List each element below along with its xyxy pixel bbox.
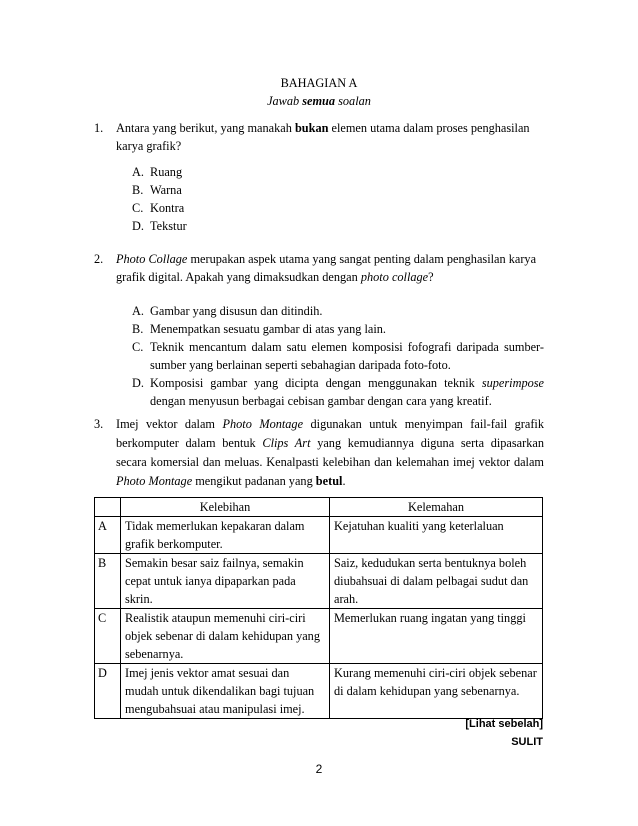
option-d[interactable]: D. Komposisi gambar yang dicipta dengan menggunakan teknik superimpose dengan menyusun berbagai cebisan gambar dengan cara yang kreatif. [132,376,544,408]
classification-label: SULIT [511,736,543,748]
question-text: Photo Collage merupakan aspek utama yang sangat penting dalam penghasilan karya grafik digital. Apakah yang dimaksudkan dengan photo collage? [116,252,537,284]
question-1 [94,119,544,235]
table-row[interactable] [95,517,543,554]
kelebihan-cell: Imej jenis vektor amat sesuai dan mudah untuk dikendalikan bagi tujuan mengubahsuai atau manipulasi imej. [121,664,330,719]
row-label: D [95,664,121,719]
option-a[interactable]: A. Gambar yang disusun dan ditindih. [132,304,323,318]
row-label: C [95,609,121,664]
question-number: 3. [94,417,104,431]
table-header-kelemahan: Kelemahan [330,498,543,517]
table-header-row [95,498,543,517]
kelemahan-cell: Saiz, kedudukan serta bentuknya boleh diubahsuai di dalam pelbagai sudut dan arah. [330,554,543,609]
answer-table [94,497,543,719]
options-list [132,302,544,410]
kelebihan-cell: Realistik ataupun memenuhi ciri-ciri objek sebenar di dalam kehidupan yang sebenarnya. [121,609,330,664]
question-text: Imej vektor dalam Photo Montage digunakan untuk menyimpan fail-fail grafik berkomputer dalam bentuk Clips Art yang kemudiannya diguna serta dipasarkan secara komersial dan meluas. Kenalpasti kelebihan dan kelemahan imej vektor dalam Photo Montage mengikut padanan yang betul. [116,417,545,488]
question-number: 1. [94,121,104,135]
question-text: Antara yang berikut, yang manakah bukan elemen utama dalam proses penghasilan karya grafik? [116,121,530,153]
table-row[interactable] [95,664,543,719]
option-b[interactable]: B. Menempatkan sesuatu gambar di atas yang lain. [132,322,386,336]
options-list [132,163,544,235]
option-c[interactable]: C. Kontra [132,201,185,215]
table-row[interactable] [95,554,543,609]
section-header [0,74,638,110]
see-next-page: [Lihat sebelah] [465,718,543,730]
kelebihan-cell: Semakin besar saiz failnya, semakin cepat untuk ianya dipaparkan pada skrin. [121,554,330,609]
kelemahan-cell: Kejatuhan kualiti yang keterlaluan [330,517,543,554]
option-b[interactable]: B. Warna [132,183,182,197]
table-row[interactable] [95,609,543,664]
question-3 [94,415,544,491]
table-header-label [95,498,121,517]
section-title: BAHAGIAN A [280,76,358,90]
option-d[interactable]: D. Tekstur [132,219,187,233]
row-label: A [95,517,121,554]
option-a[interactable]: A. Ruang [132,165,183,179]
section-instruction: Jawab semua soalan [267,94,371,108]
page-number: 2 [315,762,323,776]
option-c[interactable]: C. Teknik mencantum dalam satu elemen komposisi fofografi daripada sumber-sumber yang berlainan seperti sebahagian daripada foto-foto. [132,340,544,372]
row-label: B [95,554,121,609]
kelemahan-cell: Memerlukan ruang ingatan yang tinggi [330,609,543,664]
question-2 [94,250,544,410]
kelemahan-cell: Kurang memenuhi ciri-ciri objek sebenar di dalam kehidupan yang sebenarnya. [330,664,543,719]
kelebihan-cell: Tidak memerlukan kepakaran dalam grafik berkomputer. [121,517,330,554]
table-header-kelebihan: Kelebihan [121,498,330,517]
question-number: 2. [94,252,104,266]
